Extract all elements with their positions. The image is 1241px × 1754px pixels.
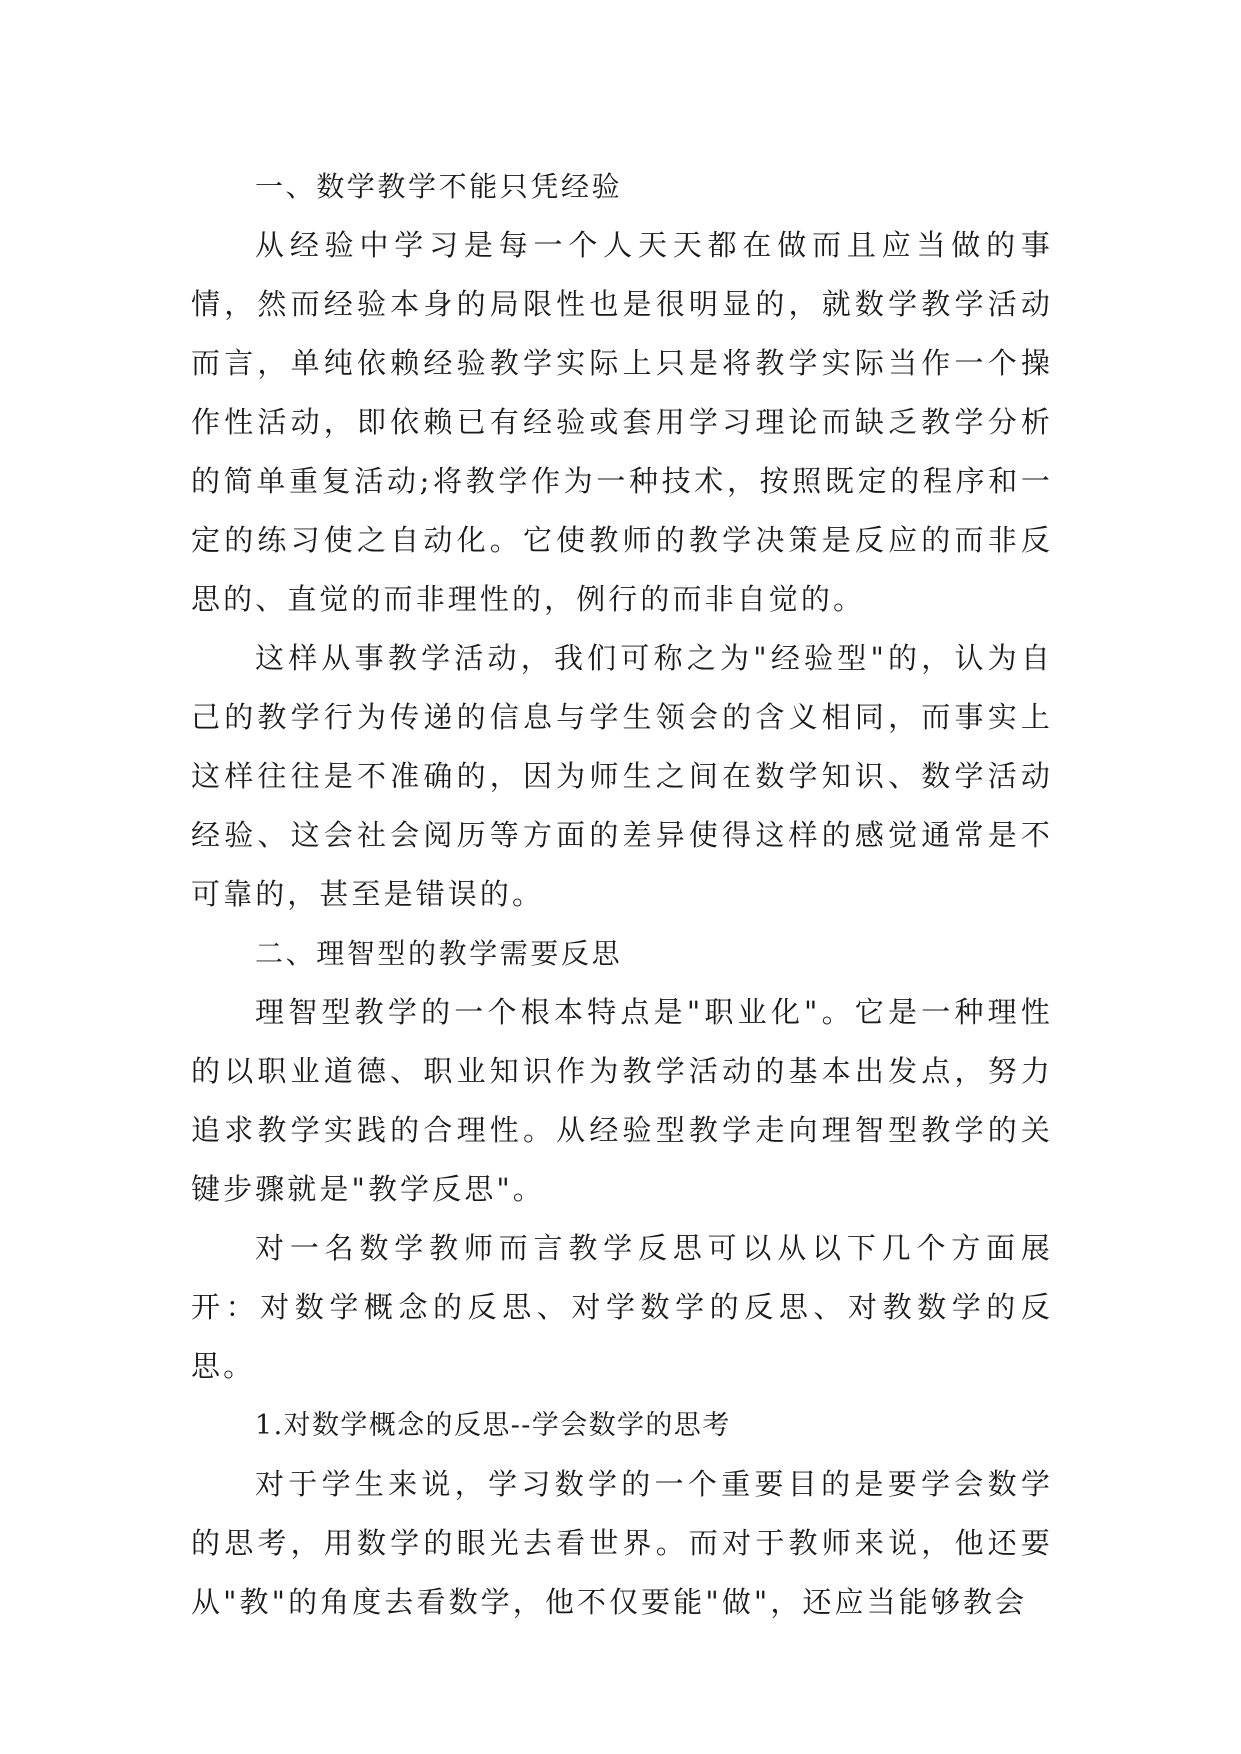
section-heading-1: 一、数学教学不能只凭经验 [255,170,623,203]
subsection-heading-1: 1.对数学概念的反思--学会数学的思考 [255,1410,731,1441]
body-paragraph: 对一名数学教师而言教学反思可以从以下几个方面展开：对数学概念的反思、对学数学的反思、对教数学的反思。 [191,1231,1053,1383]
body-paragraph: 对于学生来说，学习数学的一个重要目的是要学会数学的思考，用数学的眼光去看世界。而对于教师来说，他还要从"教"的角度去看数学，他不仅要能"做"，还应当能够教会 [191,1467,1053,1619]
body-paragraph: 理智型教学的一个根本特点是"职业化"。它是一种理性的以职业道德、职业知识作为教学活动的基本出发点，努力追求教学实践的合理性。从经验型教学走向理智型教学的关键步骤就是"教学反思"。 [191,995,1053,1206]
body-paragraph: 这样从事教学活动，我们可称之为"经验型"的，认为自己的教学行为传递的信息与学生领会的含义相同，而事实上这样往往是不准确的，因为师生之间在数学知识、数学活动经验、这会社会阅历等方面的差异使得这样的感觉通常是不可靠的，甚至是错误的。 [191,641,1053,911]
document-body [191,157,1053,1632]
section-heading-2: 二、理智型的教学需要反思 [255,937,623,970]
body-paragraph: 从经验中学习是每一个人天天都在做而且应当做的事情，然而经验本身的局限性也是很明显的，就数学教学活动而言，单纯依赖经验教学实际上只是将教学实际当作一个操作性活动，即依赖已有经验或套用学习理论而缺乏教学分析的简单重复活动;将教学作为一种技术，按照既定的程序和一定的练习使之自动化。它使教师的教学决策是反应的而非反思的、直觉的而非理性的，例行的而非自觉的。 [191,228,1053,616]
